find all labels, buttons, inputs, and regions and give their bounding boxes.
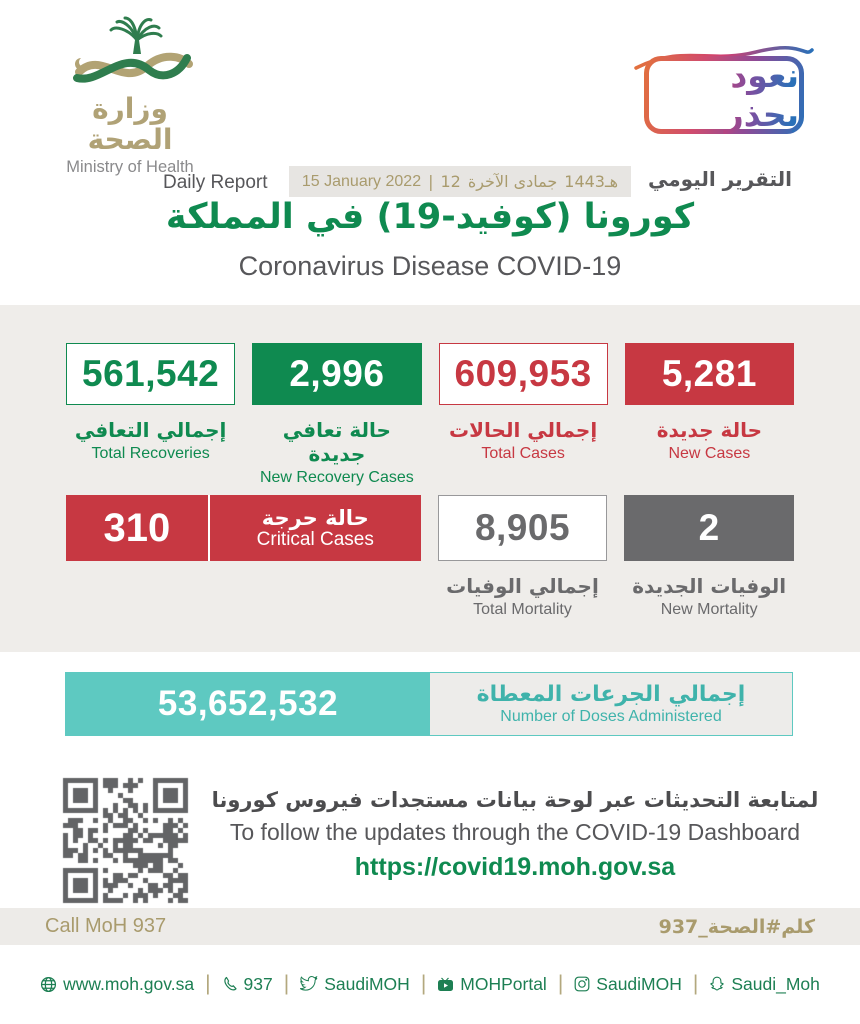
- dashboard-text-ar: لمتابعة التحديثات عبر لوحة بيانات مستجدات فيروس كورونا: [211, 788, 819, 812]
- stats-row-1: [66, 343, 794, 487]
- qr-code: [55, 770, 197, 912]
- critical-label-ar: حالة حرجة: [261, 505, 369, 530]
- footer-instagram-label: SaudiMOH: [596, 973, 682, 994]
- badge-text: نعود بحذر: [649, 56, 799, 134]
- footer-twitter[interactable]: [300, 974, 410, 995]
- stat-label-en: Total Mortality: [473, 601, 572, 618]
- footer-separator: |: [283, 972, 290, 995]
- footer-phone[interactable]: [222, 974, 273, 995]
- stat-label-en: New Mortality: [660, 601, 758, 618]
- stat-new-mortality: [624, 495, 794, 619]
- page-title-english: Coronavirus Disease COVID-19: [238, 251, 622, 281]
- instagram-icon: [574, 976, 590, 992]
- stat-label-en: Total Recoveries: [91, 445, 210, 462]
- stat-total-recoveries: [66, 343, 235, 487]
- daily-report-label-ar: التقرير اليومي: [648, 167, 792, 191]
- badge-inner: [649, 56, 799, 134]
- footer-twitter-label: SaudiMOH: [324, 973, 410, 994]
- stat-total-mortality: [438, 495, 608, 619]
- date-separator: |: [428, 172, 434, 191]
- footer-youtube-label: MOHPortal: [460, 973, 547, 994]
- doses-label: [430, 673, 792, 735]
- globe-icon: [40, 976, 57, 993]
- doses-administered-bar: [65, 672, 793, 736]
- daily-report-label-en: Daily Report: [163, 172, 268, 193]
- stat-label-en: Total Cases: [481, 445, 565, 462]
- stat-value-box: 2,996: [252, 343, 421, 405]
- doses-label-ar: إجمالي الجرعات المعطاة: [476, 682, 746, 707]
- stat-total-cases: [439, 343, 608, 487]
- footer-youtube[interactable]: [437, 974, 547, 995]
- call-moh-strip: [0, 908, 860, 945]
- logo-arabic-name: وزارة الصحة: [87, 92, 173, 156]
- footer-instagram[interactable]: [574, 974, 682, 995]
- stat-critical-cases: [66, 495, 421, 561]
- stat-value-box: 2: [624, 495, 794, 561]
- date-gregorian: 15 January 2022: [301, 172, 422, 190]
- stat-value-box: 609,953: [439, 343, 608, 405]
- footer-separator: |: [420, 972, 427, 995]
- critical-value: 310: [66, 495, 210, 561]
- call-moh-ar: كلم#الصحة_937: [658, 915, 815, 938]
- date-hijri-day: 12: [440, 172, 461, 191]
- youtube-icon: [437, 977, 454, 992]
- twitter-icon: [300, 976, 318, 992]
- stat-label-en: New Cases: [668, 445, 751, 462]
- moh-emblem-icon: [67, 14, 193, 94]
- badge-gradient-border: [644, 56, 804, 134]
- stat-new-recovery-cases: [252, 343, 421, 487]
- footer-phone-label: 937: [243, 973, 273, 994]
- page-title-arabic: كورونا (كوفيد-19) في المملكة: [165, 197, 695, 237]
- dashboard-info: [195, 788, 835, 882]
- stat-label-ar: إجمالي الحالات: [449, 418, 598, 442]
- return-with-caution-badge: [644, 56, 804, 134]
- date-hijri-year: 1443هـ: [564, 172, 619, 191]
- snapchat-icon: [709, 976, 725, 992]
- stat-value-box: 8,905: [438, 495, 608, 561]
- footer-separator: |: [205, 972, 211, 995]
- stat-new-cases: [625, 343, 794, 487]
- stat-label-ar: الوفيات الجديدة: [632, 574, 787, 598]
- footer-separator: |: [557, 972, 564, 995]
- stats-row-2: [66, 495, 794, 619]
- critical-label: [210, 495, 421, 561]
- logo-english-name: Ministry of Health: [66, 157, 194, 176]
- stat-value-box: 5,281: [625, 343, 794, 405]
- moh-logo: [46, 14, 214, 177]
- stat-label-ar: حالة جديدة: [656, 418, 763, 442]
- stat-value-box: 561,542: [66, 343, 235, 405]
- report-date-box: [289, 166, 631, 197]
- footer-website-label: www.moh.gov.sa: [63, 973, 195, 994]
- phone-icon: [222, 976, 238, 992]
- call-moh-en: Call MoH 937: [45, 915, 167, 937]
- critical-label-en: Critical Cases: [256, 528, 374, 550]
- stat-label-en: New Recovery Cases: [259, 469, 414, 486]
- footer-website[interactable]: [40, 974, 194, 995]
- stat-label-ar: إجمالي التعافي: [74, 418, 227, 442]
- doses-label-en: Number of Doses Administered: [500, 708, 722, 725]
- footer-snapchat-label: Saudi_Moh: [731, 973, 820, 994]
- stat-label-ar: إجمالي الوفيات: [446, 574, 599, 598]
- date-hijri-month: جمادى الآخرة: [467, 172, 558, 191]
- footer-snapchat[interactable]: [709, 974, 820, 995]
- dashboard-url-link[interactable]: https://covid19.moh.gov.sa: [354, 853, 676, 881]
- footer-separator: |: [692, 972, 699, 995]
- footer-social-row: [0, 960, 860, 1008]
- doses-value: 53,652,532: [66, 673, 430, 735]
- stat-label-ar: حالة تعافي جديدة: [282, 418, 391, 466]
- dashboard-text-en: To follow the updates through the COVID-19 Dashboard: [229, 819, 801, 845]
- stats-band: [0, 305, 860, 652]
